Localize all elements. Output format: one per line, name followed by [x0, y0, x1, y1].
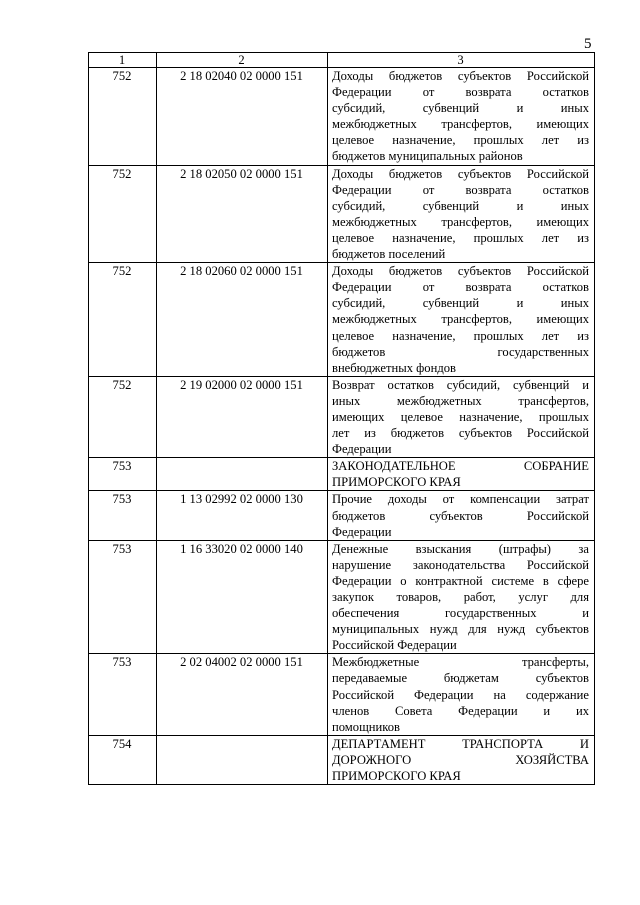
- description-cell: [328, 491, 595, 540]
- description-line: бюджетов государственных: [332, 344, 589, 359]
- table-header-row: [89, 53, 595, 68]
- budget-code-cell: [157, 458, 328, 491]
- description-line: Доходы бюджетов субъектов Российской: [332, 264, 589, 279]
- budget-code-cell: 2 18 02060 02 0000 151: [157, 263, 328, 377]
- description-line: закупок товаров, работ, услуг для: [332, 590, 589, 604]
- description-line: Российской Федерации на содержание: [332, 687, 589, 702]
- description-line: обеспечения государственных и: [332, 606, 589, 621]
- budget-code-cell: 2 02 04002 02 0000 151: [157, 654, 328, 735]
- description-line: ДОРОЖНОГО ХОЗЯЙСТВА: [332, 752, 589, 767]
- column-header-2: 2: [157, 53, 328, 68]
- description-cell: [328, 68, 595, 166]
- budget-code-cell: 2 18 02040 02 0000 151: [157, 68, 328, 166]
- description-line: внебюджетных фондов: [332, 360, 456, 375]
- table-row: [89, 263, 595, 377]
- budget-code-cell: 2 19 02000 02 0000 151: [157, 376, 328, 457]
- budget-codes-table: [88, 52, 595, 785]
- description-line: ПРИМОРСКОГО КРАЯ: [332, 475, 461, 490]
- description-line: Федерации о контрактной системе в сфере: [332, 573, 589, 588]
- description-line: Прочие доходы от компенсации затрат: [332, 492, 589, 507]
- budget-code-cell: [157, 735, 328, 784]
- description-line: Федерации: [332, 524, 392, 539]
- table-row: [89, 735, 595, 784]
- description-line: Федерации: [332, 442, 392, 457]
- description-line: бюджетов муниципальных районов: [332, 149, 523, 164]
- description-cell: [328, 263, 595, 377]
- description-line: бюджетов субъектов Российской: [332, 508, 589, 523]
- table-row: [89, 165, 595, 263]
- description-line: Межбюджетные трансферты,: [332, 655, 589, 670]
- admin-code-cell: 753: [89, 458, 157, 491]
- admin-code-cell: 752: [89, 376, 157, 457]
- description-line: иных межбюджетных трансфертов,: [332, 393, 589, 408]
- table-row: [89, 68, 595, 166]
- description-line: ДЕПАРТАМЕНТ ТРАНСПОРТА И: [332, 736, 589, 751]
- description-line: Российской Федерации: [332, 638, 457, 653]
- description-line: Денежные взыскания (штрафы) за: [332, 541, 589, 556]
- description-cell: [328, 540, 595, 654]
- description-line: ЗАКОНОДАТЕЛЬНОЕ СОБРАНИЕ: [332, 459, 589, 474]
- description-cell: [328, 654, 595, 735]
- column-header-3: 3: [328, 53, 595, 68]
- description-line: бюджетов поселений: [332, 247, 446, 262]
- description-line: Федерации от возврата остатков: [332, 182, 589, 197]
- description-line: муниципальных нужд для нужд субъектов: [332, 622, 589, 637]
- budget-code-cell: 2 18 02050 02 0000 151: [157, 165, 328, 263]
- page-number: 5: [584, 36, 592, 52]
- description-line: Доходы бюджетов субъектов Российской: [332, 69, 589, 83]
- admin-code-cell: 753: [89, 654, 157, 735]
- description-line: целевое назначение, прошлых лет из: [332, 230, 589, 245]
- description-line: помощников: [332, 719, 400, 734]
- description-line: имеющих целевое назначение, прошлых: [332, 409, 589, 424]
- table-row: [89, 458, 595, 491]
- description-line: межбюджетных трансфертов, имеющих: [332, 312, 589, 327]
- description-line: субсидий, субвенций и иных: [332, 101, 589, 116]
- admin-code-cell: 754: [89, 735, 157, 784]
- budget-code-cell: 1 16 33020 02 0000 140: [157, 540, 328, 654]
- description-line: Возврат остатков субсидий, субвенций и: [332, 377, 589, 392]
- description-line: членов Совета Федерации и их: [332, 703, 589, 718]
- description-line: субсидий, субвенций и иных: [332, 198, 589, 213]
- description-line: нарушение законодательства Российской: [332, 557, 589, 572]
- admin-code-cell: 752: [89, 263, 157, 377]
- description-cell: [328, 735, 595, 784]
- table-row: [89, 376, 595, 457]
- description-cell: [328, 165, 595, 263]
- description-line: лет из бюджетов субъектов Российской: [332, 426, 589, 441]
- description-line: целевое назначение, прошлых лет из: [332, 328, 589, 343]
- table-row: [89, 491, 595, 540]
- description-line: Федерации от возврата остатков: [332, 280, 589, 295]
- description-line: субсидий, субвенций и иных: [332, 296, 589, 311]
- description-line: Федерации от возврата остатков: [332, 85, 589, 100]
- description-line: целевое назначение, прошлых лет из: [332, 133, 589, 148]
- table-row: [89, 654, 595, 735]
- admin-code-cell: 753: [89, 540, 157, 654]
- description-line: ПРИМОРСКОГО КРАЯ: [332, 769, 461, 784]
- admin-code-cell: 752: [89, 165, 157, 263]
- description-cell: [328, 376, 595, 457]
- description-line: передаваемые бюджетам субъектов: [332, 671, 589, 686]
- description-line: межбюджетных трансфертов, имеющих: [332, 214, 589, 229]
- admin-code-cell: 753: [89, 491, 157, 540]
- table-row: [89, 540, 595, 654]
- column-header-1: 1: [89, 53, 157, 68]
- description-cell: [328, 458, 595, 491]
- description-line: Доходы бюджетов субъектов Российской: [332, 166, 589, 181]
- admin-code-cell: 752: [89, 68, 157, 166]
- budget-code-cell: 1 13 02992 02 0000 130: [157, 491, 328, 540]
- description-line: межбюджетных трансфертов, имеющих: [332, 117, 589, 132]
